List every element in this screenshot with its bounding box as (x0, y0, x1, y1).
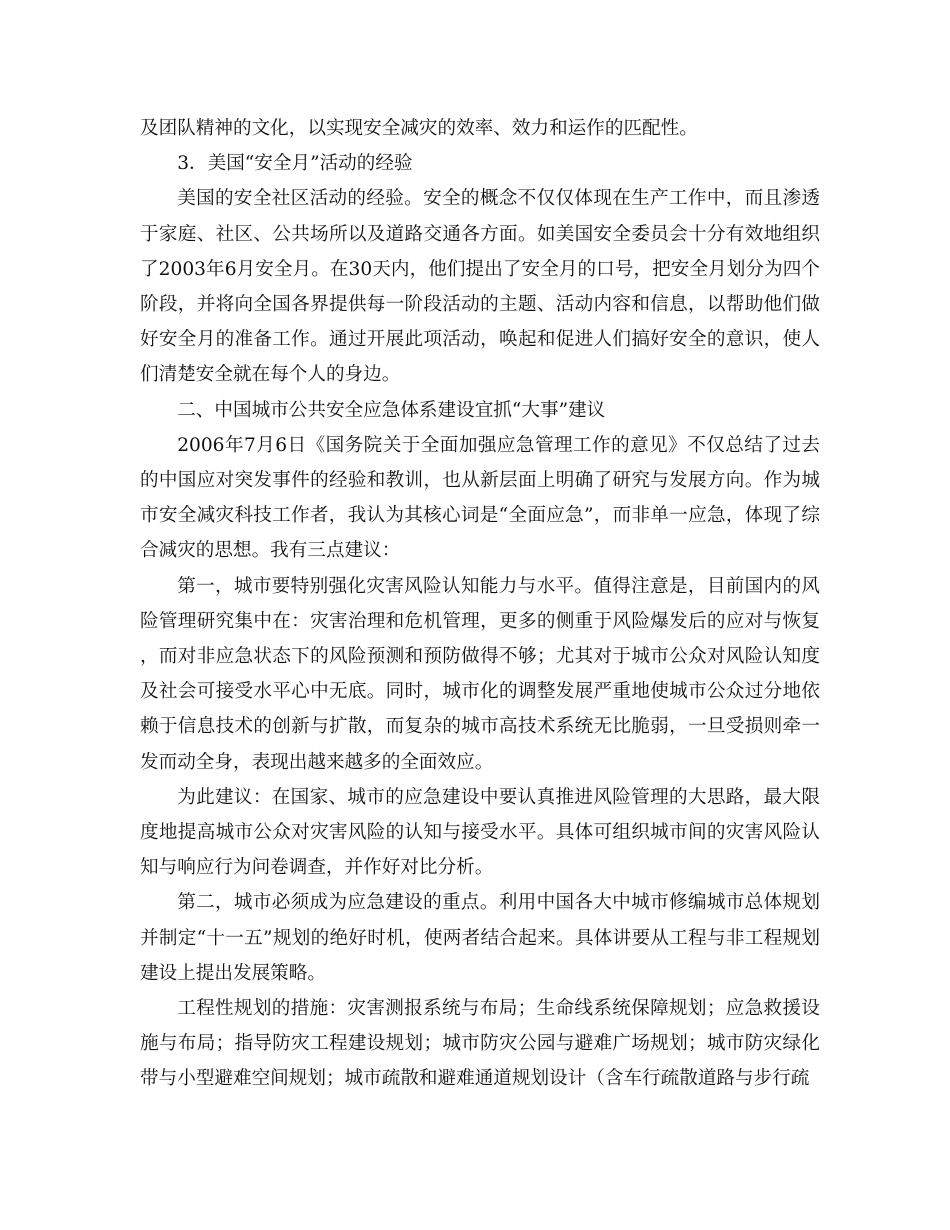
paragraph-state-council-opinion: 2006年7月6日《国务院关于全面加强应急管理工作的意见》不仅总结了过去的中国应对突发事件的经验和教训，也从新层面上明确了研究与发展方向。作为城市安全减灾科技工作者，我认为其核心词是“全面应急”，而非单一应急，体现了综合减灾的思想。我有三点建议： (140, 434, 820, 562)
document-body (140, 111, 820, 1097)
paragraph-first-suggestion: 第一，城市要特别强化灾害风险认知能力与水平。值得注意是，目前国内的风险管理研究集中在：灾害治理和危机管理，更多的侧重于风险爆发后的应对与恢复，而对非应急状态下的风险预测和预防做得不够；尤其对于城市公众对风险认知度及社会可接受水平心中无底。同时，城市化的调整发展严重地使城市公众过分地依赖于信息技术的创新与扩散，而复杂的城市高技术系统无比脆弱，一旦受损则牵一发而动全身，表现出越来越多的全面效应。 (140, 575, 820, 773)
paragraph-continuation: 及团队精神的文化，以实现安全减灾的效率、效力和运作的匹配性。 (140, 118, 698, 139)
paragraph-us-safety-community: 美国的安全社区活动的经验。安全的概念不仅仅体现在生产工作中，而且渗透于家庭、社区、公共场所以及道路交通各方面。如美国安全委员会十分有效地组织了2003年6月安全月。在30天内，他们提出了安全月的口号，把安全月划分为四个阶段，并将向全国各界提供每一阶段活动的主题、活动内容和信息，以帮助他们做好安全月的准备工作。通过开展此项活动，唤起和促进人们搞好安全的意识，使人们清楚安全就在每个人的身边。 (140, 188, 820, 386)
paragraph-risk-management-suggestion: 为此建议：在国家、城市的应急建设中要认真推进风险管理的大思路，最大限度地提高城市公众对灾害风险的认知与接受水平。具体可组织城市间的灾害风险认知与响应行为问卷调查，并作好对比分析。 (140, 786, 820, 879)
section-heading-us-safety-month: 3．美国“安全月”活动的经验 (177, 153, 413, 175)
section-heading-china-emergency-system: 二、中国城市公共安全应急体系建设宜抓“大事”建议 (177, 399, 606, 421)
paragraph-second-suggestion: 第二，城市必须成为应急建设的重点。利用中国各大中城市修编城市总体规划并制定“十一五”规划的绝好时机，使两者结合起来。具体讲要从工程与非工程规划建设上提出发展策略。 (140, 892, 820, 984)
paragraph-engineering-measures: 工程性规划的措施：灾害测报系统与布局；生命线系统保障规划；应急救援设施与布局；指导防灾工程建设规划；城市防灾公园与避难广场规划；城市防灾绿化带与小型避难空间规划；城市疏散和避难通道规划设计（含车行疏散道路与步行疏 (140, 998, 820, 1090)
